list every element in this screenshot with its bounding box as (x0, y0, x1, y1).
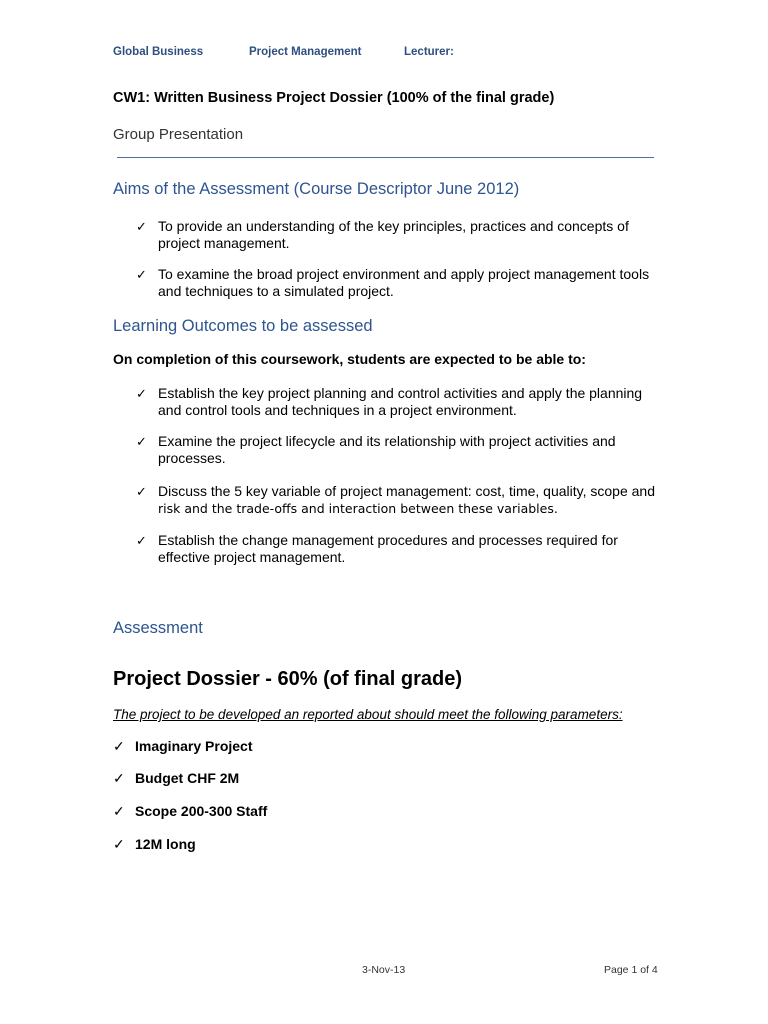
outcomes-intro: On completion of this coursework, students are expected to be able to: (113, 351, 586, 367)
outcome-item-line: risk and the trade-offs and interaction between these variables. (158, 501, 558, 516)
parameter-item (113, 836, 196, 853)
coursework-title: CW1: Written Business Project Dossier (100% of the final grade) (113, 90, 555, 106)
aims-item-line: project management. (158, 235, 290, 251)
check-mark-icon: ✓ (113, 836, 125, 852)
parameter-label: Scope 200-300 Staff (135, 803, 268, 819)
parameter-label: Budget CHF 2M (135, 770, 240, 786)
check-mark-icon: ✓ (136, 434, 147, 449)
parameter-item (113, 803, 267, 820)
parameter-label: Imaginary Project (135, 738, 253, 754)
header-module: Project Management (249, 46, 362, 58)
aims-item-line: To provide an understanding of the key principles, practices and concepts of (158, 218, 629, 234)
check-mark-icon: ✓ (136, 533, 147, 548)
aims-heading: Aims of the Assessment (Course Descriptor June 2012) (113, 180, 520, 198)
outcome-item-line: Establish the key project planning and control activities and apply the planning (158, 385, 643, 401)
check-mark-icon: ✓ (113, 770, 125, 786)
outcomes-heading: Learning Outcomes to be assessed (113, 317, 373, 335)
header-lecturer: Lecturer: (404, 46, 454, 58)
header-program: Global Business (113, 46, 204, 58)
check-mark-icon: ✓ (136, 219, 147, 234)
outcome-item-line: Establish the change management procedures and processes required for (158, 532, 618, 548)
footer-page: Page 1 of 4 (604, 964, 658, 976)
parameter-label: 12M long (135, 836, 196, 852)
parameter-item (113, 770, 239, 787)
parameters-intro: The project to be developed an reported about should meet the following parameters: (113, 707, 623, 722)
outcome-item-line: and control tools and techniques in a project environment. (158, 402, 517, 418)
aims-item-line: To examine the broad project environment and apply project management tools (158, 266, 650, 282)
outcome-item-line: Examine the project lifecycle and its relationship with project activities and (158, 433, 616, 449)
check-mark-icon: ✓ (136, 484, 147, 499)
footer-date: 3-Nov-13 (362, 964, 406, 976)
assessment-heading: Assessment (113, 619, 203, 637)
subtitle: Group Presentation (113, 126, 244, 143)
outcome-item-line: effective project management. (158, 549, 346, 565)
outcome-item-line: Discuss the 5 key variable of project management: cost, time, quality, scope and (158, 483, 655, 499)
check-mark-icon: ✓ (113, 803, 125, 819)
parameter-item (113, 738, 253, 755)
check-mark-icon: ✓ (113, 738, 125, 754)
aims-item-line: and techniques to a simulated project. (158, 283, 394, 299)
check-mark-icon: ✓ (136, 386, 147, 401)
check-mark-icon: ✓ (136, 267, 147, 282)
dossier-title: Project Dossier - 60% (of final grade) (113, 668, 462, 690)
outcome-item-line: processes. (158, 450, 226, 466)
divider (117, 157, 654, 158)
